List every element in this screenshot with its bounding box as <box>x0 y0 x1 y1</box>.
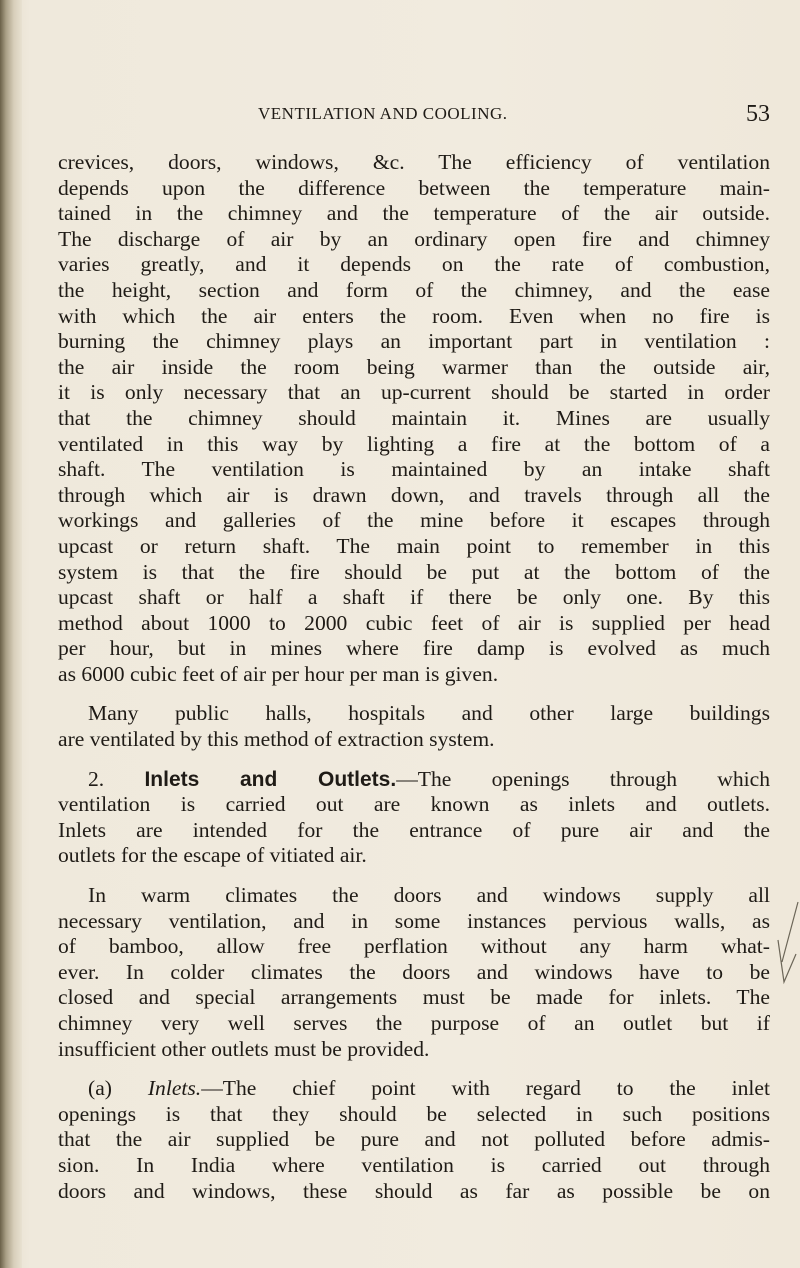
running-head: VENTILATION AND COOLING. <box>258 104 508 123</box>
text-line: Many public halls, hospitals and other large buildings <box>88 701 770 726</box>
text-line: upcast or return shaft. The main point to remember in this <box>58 533 770 558</box>
section-heading-line <box>58 767 770 793</box>
text-line: insufficient other outlets must be provided. <box>58 1036 430 1061</box>
text-line: workings and galleries of the mine before it escapes through <box>58 508 770 533</box>
heading-continuation: —The chief point with regard to the inlet <box>201 1076 770 1101</box>
text-line: crevices, doors, windows, &c. The efficiency of ventilation <box>58 150 770 174</box>
text-line: tained in the chimney and the temperature of the air outside. <box>58 201 770 226</box>
section-inlets-and-outlets <box>58 767 770 869</box>
text-line: outlets for the escape of vitiated air. <box>58 843 367 868</box>
text-line: system is that the fire should be put at the bottom of the <box>58 559 770 584</box>
text-line: varies greatly, and it depends on the rate of combustion, <box>58 252 770 277</box>
subsection-heading-line <box>58 1076 770 1102</box>
subsection-heading: Inlets. <box>147 1076 202 1101</box>
paragraph-warm-climates <box>58 883 770 1062</box>
page-number: 53 <box>746 101 770 127</box>
pencil-margin-mark <box>776 900 800 990</box>
text-line: openings is that they should be selected in such positions <box>58 1101 770 1126</box>
text-line: In warm climates the doors and windows supply all <box>88 883 770 908</box>
subsection-number: (a) <box>88 1076 112 1101</box>
text-line: closed and special arrangements must be made for inlets. The <box>58 985 770 1010</box>
text-line: Inlets are intended for the entrance of pure air and the <box>58 817 770 842</box>
page-binding-shadow <box>0 0 22 1268</box>
section-number: 2. <box>88 766 105 791</box>
text-line: are ventilated by this method of extraction system. <box>58 727 495 752</box>
text-line: that the chimney should maintain it. Mines are usually <box>58 405 770 430</box>
text-line: upcast shaft or half a shaft if there be only one. By this <box>58 585 770 610</box>
text-line: ventilation is carried out are known as inlets and outlets. <box>58 792 770 817</box>
text-line: method about 1000 to 2000 cubic feet of air is supplied per head <box>58 610 770 635</box>
text-line: it is only necessary that an up-current should be started in order <box>58 380 770 405</box>
text-line: ventilated in this way by lighting a fire at the bottom of a <box>58 431 770 456</box>
paragraph-chimney-ventilation <box>58 150 770 687</box>
text-line: The discharge of air by an ordinary open fire and chimney <box>58 226 770 251</box>
text-line: the air inside the room being warmer than the outside air, <box>58 354 770 379</box>
text-line: shaft. The ventilation is maintained by an intake shaft <box>58 457 770 482</box>
text-line: of bamboo, allow free perflation without any harm what- <box>58 934 770 959</box>
heading-continuation: —The openings through which <box>396 766 770 791</box>
text-line: chimney very well serves the purpose of an outlet but if <box>58 1011 770 1035</box>
page-header <box>258 101 770 134</box>
text-line: ever. In colder climates the doors and windows have to be <box>58 959 770 984</box>
paragraph-public-halls <box>58 701 770 752</box>
text-line: burning the chimney plays an important part in ventilation : <box>58 329 770 354</box>
text-line: that the air supplied be pure and not polluted before admis- <box>58 1127 770 1152</box>
text-line: as 6000 cubic feet of air per hour per man is given. <box>58 661 499 686</box>
body-text <box>58 150 770 1204</box>
text-line: through which air is drawn down, and travels through all the <box>58 482 770 507</box>
subsection-inlets <box>58 1076 770 1204</box>
text-line: doors and windows, these should as far as possible be on <box>58 1178 770 1203</box>
section-heading: Inlets and Outlets. <box>144 767 397 791</box>
text-line: depends upon the difference between the temperature main- <box>58 175 770 200</box>
text-line: the height, section and form of the chimney, and the ease <box>58 277 770 302</box>
text-line: with which the air enters the room. Even when no fire is <box>58 303 770 328</box>
text-line: necessary ventilation, and in some instances pervious walls, as <box>58 908 770 933</box>
text-line: sion. In India where ventilation is carried out through <box>58 1152 770 1177</box>
text-line: per hour, but in mines where fire damp is evolved as much <box>58 636 770 661</box>
